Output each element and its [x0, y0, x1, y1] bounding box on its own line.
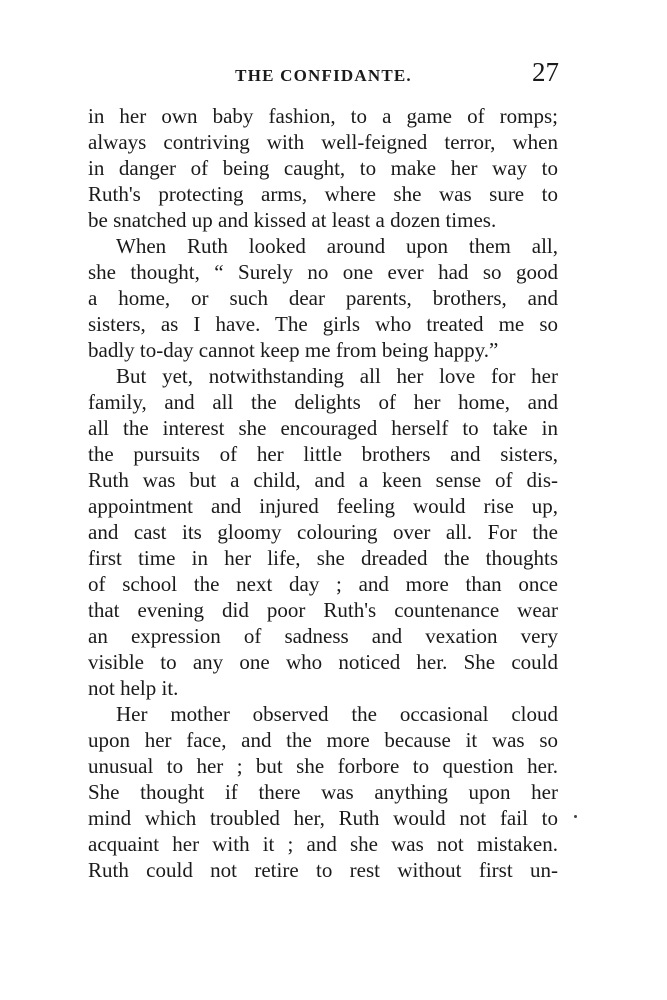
running-head — [88, 57, 559, 94]
text-line: sisters, as I have. The girls who treated me so — [88, 312, 558, 336]
text-line: always contriving with well-feigned terror, when — [88, 130, 558, 154]
text-line: an expression of sadness and vexation very — [88, 624, 558, 648]
text-line: the pursuits of her little brothers and sisters, — [88, 442, 558, 466]
text-line: and cast its gloomy colouring over all. For the — [88, 520, 558, 544]
text-line: Ruth could not retire to rest without first un- — [88, 858, 558, 882]
text-line: a home, or such dear parents, brothers, and — [88, 286, 558, 310]
text-line: appointment and injured feeling would rise up, — [88, 494, 558, 518]
text-line: be snatched up and kissed at least a dozen times. — [88, 208, 497, 232]
text-line: all the interest she encouraged herself to take in — [88, 416, 558, 440]
text-line: mind which troubled her, Ruth would not fail to — [88, 806, 558, 830]
paragraph-start-line: When Ruth looked around upon them all, — [116, 234, 558, 258]
text-line: Ruth's protecting arms, where she was sure to — [88, 182, 558, 206]
text-line: in her own baby fashion, to a game of romps; — [88, 104, 558, 128]
text-line: Ruth was but a child, and a keen sense of dis- — [88, 468, 558, 492]
text-line: of school the next day ; and more than once — [88, 572, 558, 596]
paragraph-start-line: Her mother observed the occasional cloud — [116, 702, 558, 726]
text-line: in danger of being caught, to make her way to — [88, 156, 558, 180]
text-line: upon her face, and the more because it was so — [88, 728, 558, 752]
text-line: first time in her life, she dreaded the thoughts — [88, 546, 558, 570]
text-line: that evening did poor Ruth's countenance wear — [88, 598, 558, 622]
print-speck — [574, 815, 577, 818]
body-text — [88, 103, 558, 883]
running-title: THE CONFIDANTE. — [235, 66, 412, 85]
text-line: unusual to her ; but she forbore to question her. — [88, 754, 558, 778]
text-line: she thought, “ Surely no one ever had so good — [88, 260, 558, 284]
text-line: acquaint her with it ; and she was not mistaken. — [88, 832, 558, 856]
text-line: She thought if there was anything upon her — [88, 780, 558, 804]
text-line: not help it. — [88, 676, 179, 700]
page-number: 27 — [532, 57, 559, 87]
text-line: visible to any one who noticed her. She could — [88, 650, 558, 674]
text-line: badly to-day cannot keep me from being happy.” — [88, 338, 499, 362]
text-line: family, and all the delights of her home, and — [88, 390, 558, 414]
paragraph-start-line: But yet, notwithstanding all her love for her — [116, 364, 558, 388]
